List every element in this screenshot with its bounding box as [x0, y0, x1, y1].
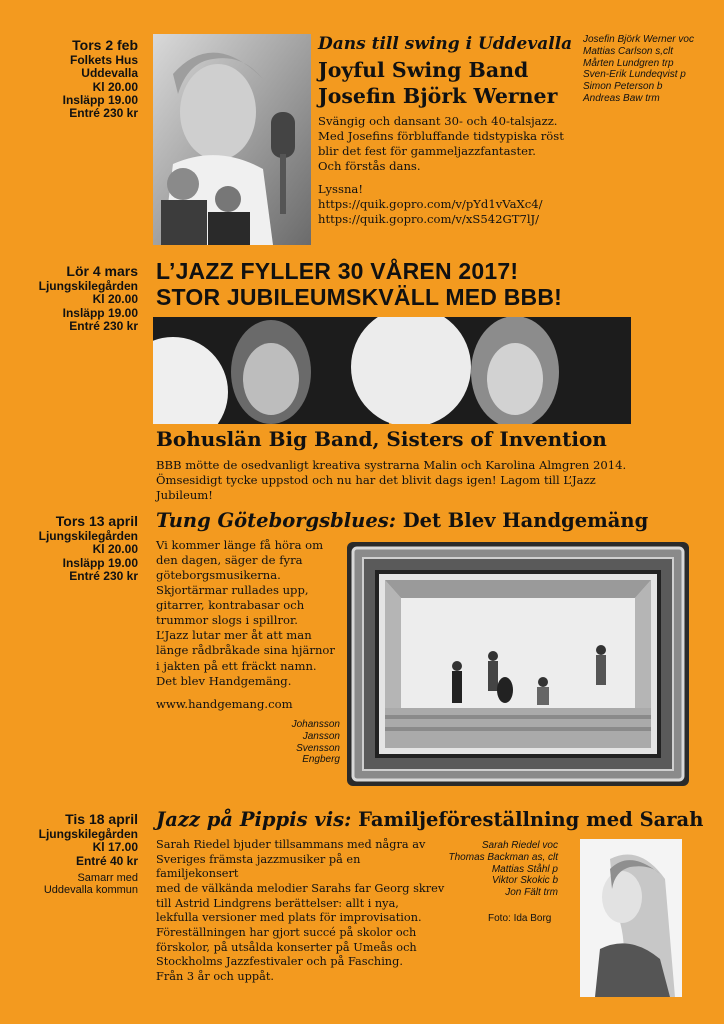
event1-text-line: Och förstås dans.	[318, 159, 421, 174]
credit-line: Jansson	[302, 730, 340, 742]
event2-doors: Insläpp 19.00	[62, 305, 138, 320]
credit-line: Thomas Backman as, clt	[448, 851, 558, 863]
event3-headline-italic: Tung Göteborgsblues:	[156, 509, 396, 532]
event1-description	[318, 114, 588, 227]
event3-date: Tors 13 april	[55, 513, 138, 529]
event2-sidebar	[8, 264, 138, 333]
event3-credits	[270, 719, 340, 766]
credit-line: Engberg	[302, 754, 340, 766]
event1-link-2[interactable]: https://quik.gopro.com/v/xS542GT7lJ/	[318, 212, 540, 227]
event1-doors: Insläpp 19.00	[62, 92, 138, 107]
event3-text-line: Vi kommer länge få höra om	[156, 538, 324, 552]
credit-line: Svensson	[296, 742, 340, 754]
event1-band-name: Joyful Swing Band	[318, 58, 529, 82]
event3-text-line: trummor slogs i spillror.	[156, 613, 298, 628]
event3-text-line: Skjortärmar rullades upp,	[156, 583, 309, 598]
event4-photo	[580, 839, 682, 997]
event4-text-line: Från 3 år och uppåt.	[156, 970, 274, 984]
event4-price: Entré 40 kr	[75, 853, 138, 868]
event2-photo	[153, 317, 631, 424]
event4-text-line: Stockholms Jazzfestivaler och på Fasching.	[156, 955, 403, 969]
event1-text-line: blir det fest för gammeljazzfantaster.	[318, 144, 536, 159]
event3-text-line: länge rådbråkade sina hjärnor	[156, 643, 335, 658]
event1-photo	[153, 34, 311, 245]
event2-headline-line1: L’JAZZ FYLLER 30 VÅREN 2017!	[156, 258, 519, 284]
event4-venue: Ljungskilegården	[38, 826, 138, 841]
event4-text-line: förskolor, på utsålda konserter på Umeås och	[156, 940, 417, 954]
event2-headline	[156, 258, 562, 311]
event1-credits	[583, 34, 694, 105]
event1-sidebar	[8, 38, 138, 121]
event1-listen-label: Lyssna!	[318, 182, 363, 197]
event3-venue: Ljungskilegården	[38, 528, 138, 543]
event3-description	[156, 538, 351, 712]
event4-credits	[440, 840, 558, 899]
event1-band	[318, 57, 557, 109]
credit-line: Viktor Skokic b	[492, 875, 558, 887]
event2-price: Entré 230 kr	[69, 318, 138, 333]
event2-text-line: Ömsesidigt tycke uppstod och nu har det blivit dags igen! Lagom till L’Jazz Jubileum!	[156, 473, 596, 503]
event1-time: Kl 20.00	[92, 79, 138, 94]
event1-price: Entré 230 kr	[69, 106, 138, 121]
event3-sidebar	[8, 514, 138, 583]
credit-line: Johansson	[291, 719, 340, 730]
event1-venue: Folkets Hus	[69, 52, 138, 67]
credit-line: Sven-Erik Lundeqvist p	[583, 69, 686, 81]
credit-line: Mårten Lundgren trp	[583, 57, 674, 69]
credit-line: Mattias Ståhl p	[491, 863, 558, 875]
event4-description	[156, 838, 446, 985]
event4-note-line2: Uddevalla kommun	[43, 884, 138, 897]
event4-photo-credit: Foto: Ida Borg	[488, 913, 552, 924]
event1-text-line: Med Josefins förbluffande tidstypiska röst	[318, 129, 564, 144]
event1-text-line: Svängig och dansant 30- och 40-talsjazz.	[318, 114, 558, 128]
credit-line: Sarah Riedel voc	[481, 840, 558, 851]
event1-headline: Dans till swing i Uddevalla	[318, 34, 573, 54]
event2-headline-line2: STOR JUBILEUMSKVÄLL MED BBB!	[156, 284, 562, 311]
event2-text-line: BBB mötte de osedvanligt kreativa systrarna Malin och Karolina Almgren 2014.	[156, 458, 627, 472]
event4-text-line: med de välkända melodier Sarahs far Georg skrev	[156, 882, 445, 896]
event2-time: Kl 20.00	[92, 292, 138, 307]
credit-line: Simon Peterson b	[583, 81, 663, 93]
event3-link[interactable]: www.handgemang.com	[156, 696, 293, 711]
event4-sidebar	[8, 812, 138, 897]
event1-artist-name: Josefin Björk Werner	[318, 84, 558, 109]
credit-line: Josefin Björk Werner voc	[583, 34, 694, 45]
event1-date: Tors 2 feb	[72, 37, 138, 53]
event2-description	[156, 458, 636, 503]
event4-text-line: Föreställningen har gjort succé på skolor och	[156, 926, 417, 940]
event3-text-line: L’Jazz lutar mer åt att man	[156, 628, 312, 643]
event2-band: Bohuslän Big Band, Sisters of Invention	[156, 427, 607, 451]
event3-text-line: i jakten på ett fräckt namn.	[156, 658, 317, 673]
credit-line: Andreas Baw trm	[583, 92, 660, 104]
event4-text-line: till Astrid Lindgrens berättelser: allt i nya,	[156, 896, 399, 910]
event3-headline	[156, 509, 648, 532]
event3-framed-photo	[345, 540, 691, 788]
event1-city: Uddevalla	[81, 66, 138, 81]
event4-text-line: Sveriges främsta jazzmusiker på en familjekonsert	[156, 852, 361, 881]
event4-headline-rest: Familjeföreställning med Sarah	[351, 808, 704, 831]
event4-text-line: lekfulla versioner med plats för improvisation.	[156, 911, 422, 925]
event4-text-line: Sarah Riedel bjuder tillsammans med några av	[156, 838, 426, 851]
event4-note-line1: Samarr med	[77, 871, 138, 884]
event4-headline-italic: Jazz på Pippis vis:	[156, 808, 352, 831]
event1-link-1[interactable]: https://quik.gopro.com/v/pYd1vVaXc4/	[318, 197, 543, 212]
event3-doors: Insläpp 19.00	[62, 555, 138, 570]
event3-text-line: gitarrer, kontrabasar och	[156, 598, 305, 613]
event3-price: Entré 230 kr	[69, 568, 138, 583]
credit-line: Jon Fält trm	[505, 887, 558, 899]
event3-text-line: Det blev Handgemäng.	[156, 673, 292, 688]
event4-date: Tis 18 april	[65, 811, 138, 827]
event3-text-line: göteborgsmusikerna.	[156, 568, 281, 583]
event4-headline	[156, 808, 703, 831]
event3-text-line: den dagen, säger de fyra	[156, 553, 303, 568]
event2-venue: Ljungskilegården	[38, 278, 138, 293]
event4-time: Kl 17.00	[92, 840, 138, 855]
event3-headline-rest: Det Blev Handgemäng	[395, 509, 649, 532]
event3-time: Kl 20.00	[92, 542, 138, 557]
event2-date: Lör 4 mars	[66, 263, 138, 279]
credit-line: Mattias Carlson s,clt	[583, 45, 674, 57]
